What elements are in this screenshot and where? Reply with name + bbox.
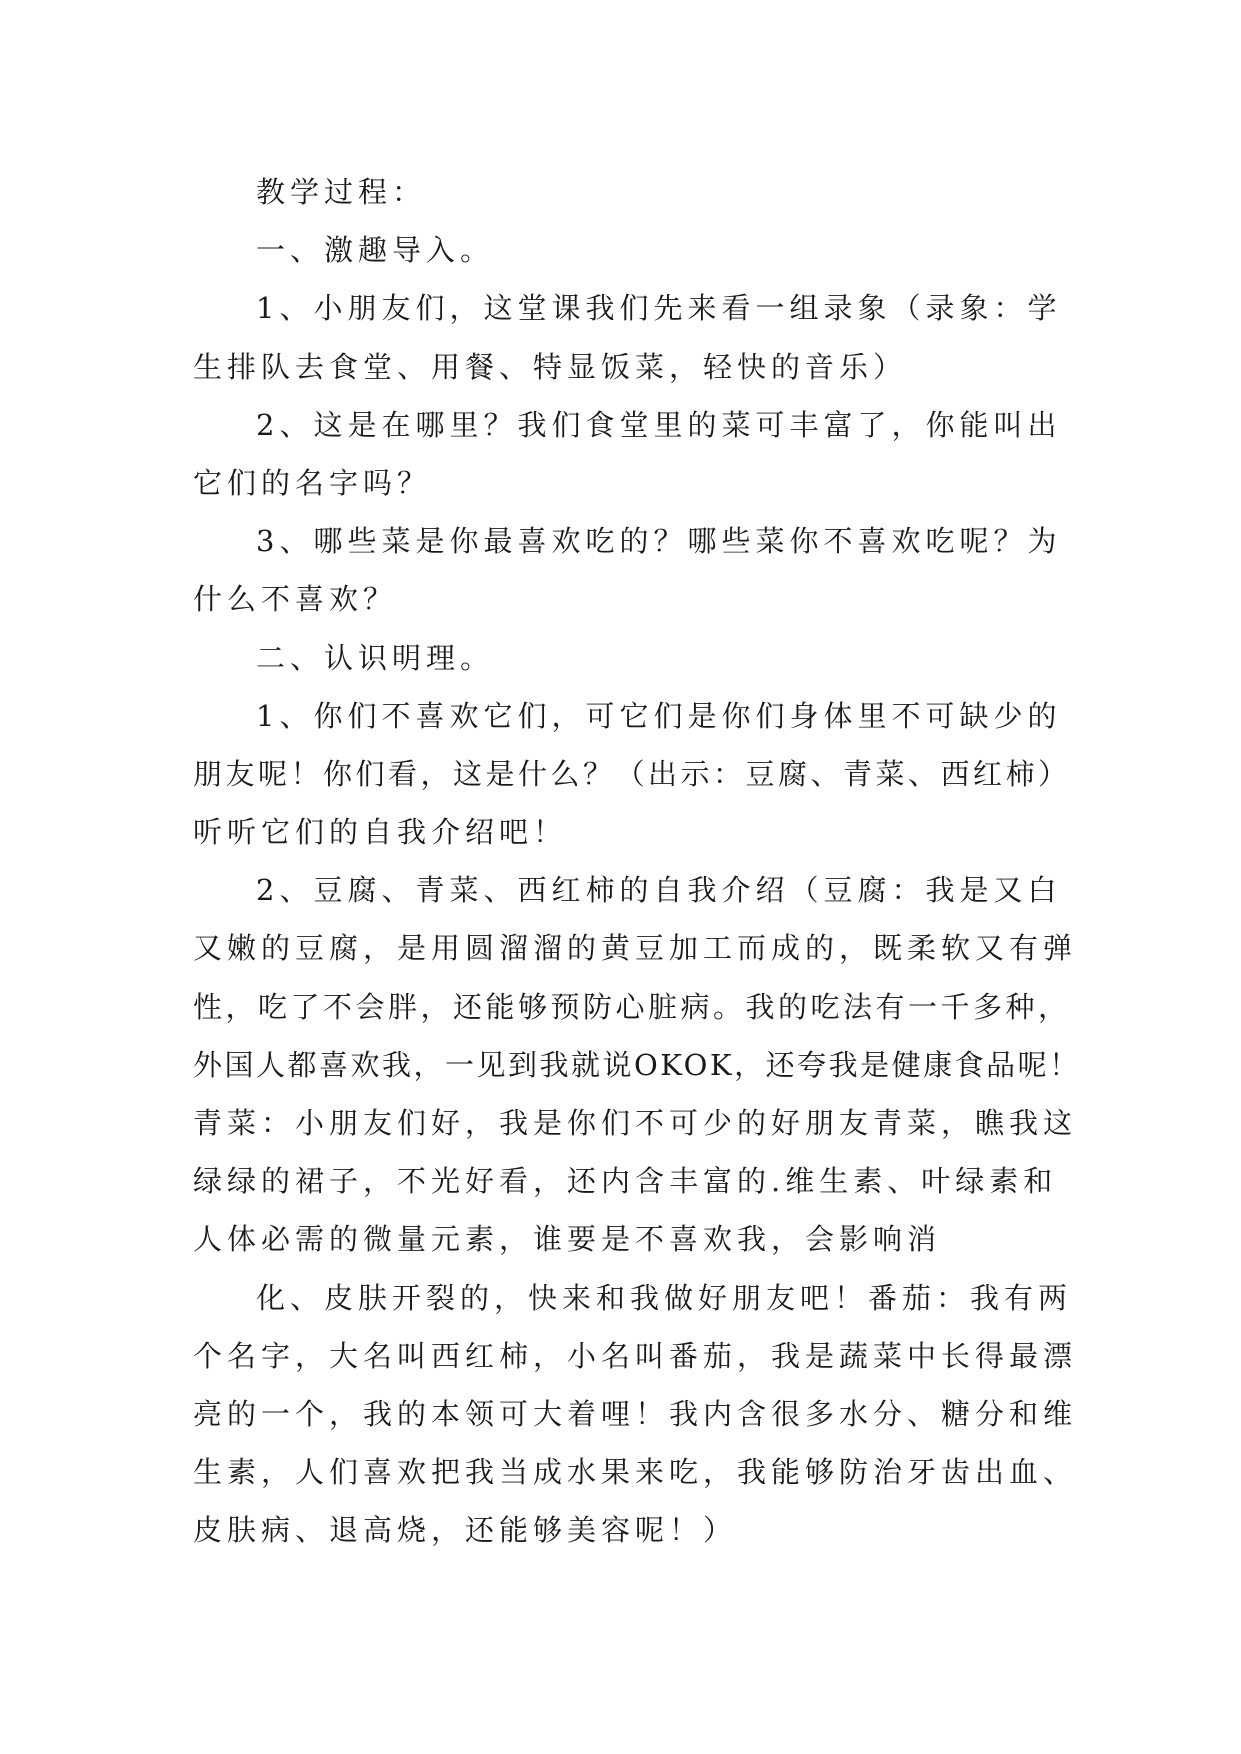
text-line: 2、豆腐、青菜、西红柿的自我介绍（豆腐：我是又白	[256, 873, 1062, 908]
text-line: 什么不喜欢？	[193, 582, 398, 617]
text-line: 朋友呢！你们看，这是什么？（出示：豆腐、青菜、西红柿）	[193, 756, 1071, 791]
document-body	[193, 163, 1081, 1560]
text-line: 个名字，大名叫西红柿，小名叫番茄，我是蔬菜中长得最漂	[193, 1338, 1078, 1373]
text-line: 人体必需的微量元素，谁要是不喜欢我，会影响消	[193, 1222, 942, 1257]
text-line: 生排队去食堂、用餐、特显饭菜，轻快的音乐）	[193, 349, 908, 384]
text-line: 二、认识明理。	[256, 640, 495, 675]
text-line: 3、哪些菜是你最喜欢吃的？哪些菜你不喜欢吃呢？为	[256, 524, 1062, 559]
text-line: 皮肤病、退高烧，还能够美容呢！）	[193, 1513, 738, 1548]
text-line: 亮的一个，我的本领可大着哩！我内含很多水分、糖分和维	[193, 1396, 1078, 1431]
text-line: 1、小朋友们，这堂课我们先来看一组录象（录象：学	[256, 291, 1062, 326]
text-line: 又嫩的豆腐，是用圆溜溜的黄豆加工而成的，既柔软又有弹	[193, 931, 1078, 966]
text-line: 2、这是在哪里？我们食堂里的菜可丰富了，你能叫出	[256, 407, 1062, 442]
text-line: 它们的名字吗？	[193, 465, 432, 500]
text-line: 听听它们的自我介绍吧！	[193, 815, 568, 850]
text-line: 外国人都喜欢我，一见到我就说OKOK，还夸我是健康食品呢！	[193, 1047, 1081, 1082]
text-line: 1、你们不喜欢它们，可它们是你们身体里不可缺少的	[256, 698, 1062, 733]
text-line: 一、激趣导入。	[256, 233, 495, 268]
text-line: 化、皮肤开裂的，快来和我做好朋友吧！番茄：我有两	[256, 1280, 1073, 1315]
text-line: 性，吃了不会胖，还能够预防心脏病。我的吃法有一千多种，	[193, 989, 1071, 1024]
text-line: 教学过程：	[256, 175, 427, 209]
text-line: 绿绿的裙子，不光好看，还内含丰富的.维生素、叶绿素和	[193, 1164, 1058, 1199]
text-line: 青菜：小朋友们好，我是你们不可少的好朋友青菜，瞧我这	[193, 1106, 1078, 1140]
text-line: 生素，人们喜欢把我当成水果来吃，我能够防治牙齿出血、	[193, 1455, 1078, 1490]
